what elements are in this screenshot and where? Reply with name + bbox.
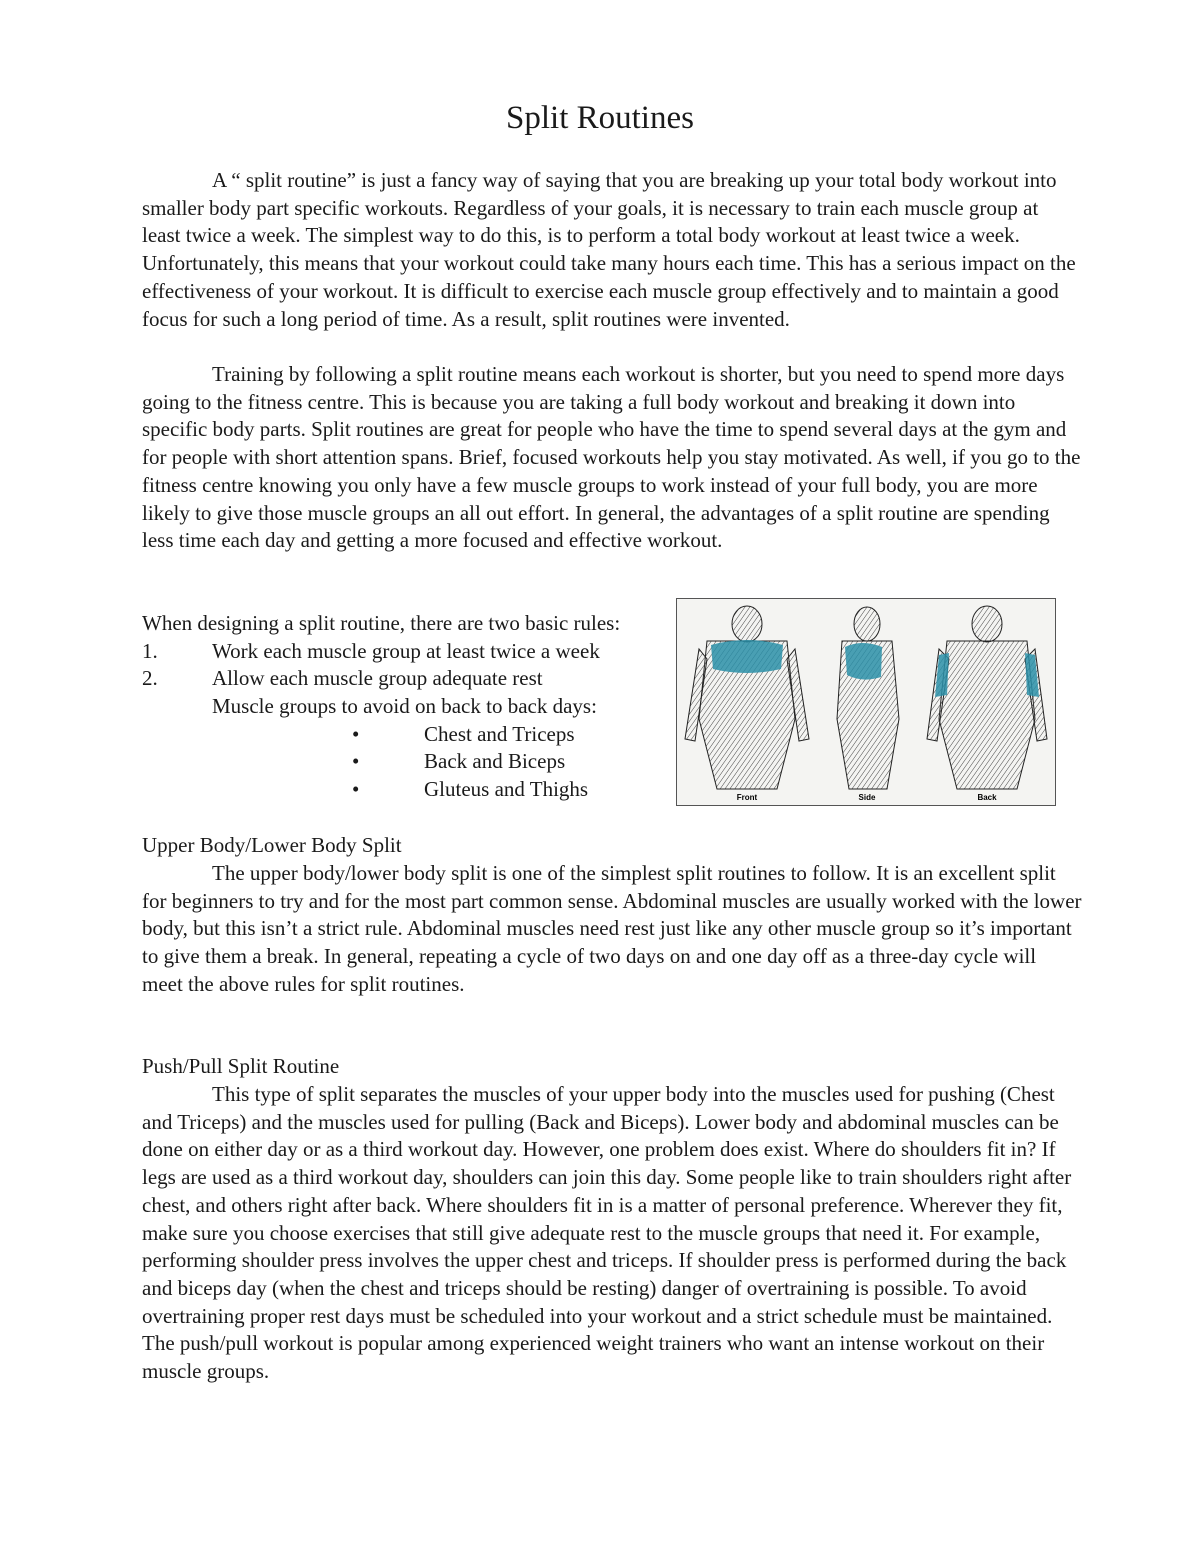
muscle-pair-text: Gluteus and Thighs (424, 777, 589, 802)
rule-item (142, 638, 682, 666)
front-body-figure (685, 606, 809, 789)
rules-intro: When designing a split routine, there are two basic rules: (142, 611, 621, 635)
figure-label-front: Front (736, 793, 758, 802)
figure-label-back: Back (977, 793, 997, 802)
rules-block (142, 610, 682, 804)
rule-text: Work each muscle group at least twice a week (212, 638, 600, 663)
section-heading-push-pull: Push/Pull Split Routine (142, 1054, 340, 1078)
shoulder-highlight (845, 643, 882, 680)
side-body-figure (837, 607, 899, 789)
page-title: Split Routines (506, 100, 694, 136)
muscle-pair-item (142, 721, 682, 749)
chest-highlight (711, 640, 783, 673)
muscle-pair-item (142, 748, 682, 776)
rules-sub-intro: Muscle groups to avoid on back to back days: (212, 694, 597, 719)
figure-label-side: Side (858, 793, 876, 802)
rule-text: Allow each muscle group adequate rest (212, 666, 543, 691)
training-paragraph: Training by following a split routine means each workout is shorter, but you need to spend more days going to the fitness centre. This is because you are taking a full body workout and breaking it down into specific body parts. Split routines are great for people who have the time to spend several days at the gym and for people with short attention spans. Brief, focused workouts help you stay motivated. As well, if you go to the fitness centre knowing you only have a few muscle groups to work instead of your full body, you are more likely to give those muscle groups an all out effort. In general, the advantages of a split routine are spending less time each day and getting a more focused and effective workout. (142, 362, 1081, 553)
intro-paragraph: A “ split routine” is just a fancy way of saying that you are breaking up your total body workout into smaller body part specific workouts. Regardless of your goals, it is necessary to train each muscle group at least twice a week. The simplest way to do this, is to perform a total body workout at least twice a week. Unfortunately, this means that your workout could take many hours each time. This has a serious impact on the effectiveness of your workout. It is difficult to exercise each muscle group effectively and to maintain a good focus for such a long period of time. As a result, split routines were invented. (142, 168, 1076, 331)
bullet-icon: • (352, 721, 360, 746)
muscle-anatomy-figure (676, 598, 1056, 806)
rule-number: 2. (142, 666, 158, 691)
anatomy-illustration (677, 599, 1055, 805)
upper-lower-paragraph: The upper body/lower body split is one of the simplest split routines to follow. It is an excellent split for beginners to try and for the most part common sense. Abdominal muscles are usually worked with the lower body, but this isn’t a strict rule. Abdominal muscles need rest just like any other muscle group so it’s important to give them a break. In general, repeating a cycle of two days on and one day off as a three-day cycle will meet the above rules for split routines. (142, 861, 1082, 996)
section-heading-upper-lower: Upper Body/Lower Body Split (142, 833, 402, 857)
back-body-figure (927, 606, 1047, 789)
push-pull-paragraph: This type of split separates the muscles of your upper body into the muscles used for pushing (Chest and Triceps) and the muscles used for pulling (Back and Biceps). Lower body and abdominal muscles can be done on either day or as a third workout day. However, one problem does exist. Where do shoulders fit in? If legs are used as a third workout day, shoulders can join this day. Some people like to train shoulders right after chest, and others right after back. Where shoulders fit in is a matter of personal preference. Wherever they fit, make sure you choose exercises that still give adequate rest to the muscle groups that need it. For example, performing shoulder press involves the upper chest and triceps. If shoulder press is performed during the back and biceps day (when the chest and triceps should be resting) danger of overtraining is possible. To avoid overtraining proper rest days must be scheduled into your workout and a strict schedule must be maintained. The push/pull workout is popular among experienced weight trainers who want an intense workout on their muscle groups. (142, 1082, 1072, 1384)
bullet-icon: • (352, 749, 360, 774)
rule-number: 1. (142, 638, 158, 663)
muscle-pair-text: Chest and Triceps (424, 721, 575, 746)
muscle-pair-text: Back and Biceps (424, 749, 566, 774)
bullet-icon: • (352, 777, 360, 802)
rule-item (142, 665, 682, 693)
muscle-pair-item (142, 776, 682, 804)
